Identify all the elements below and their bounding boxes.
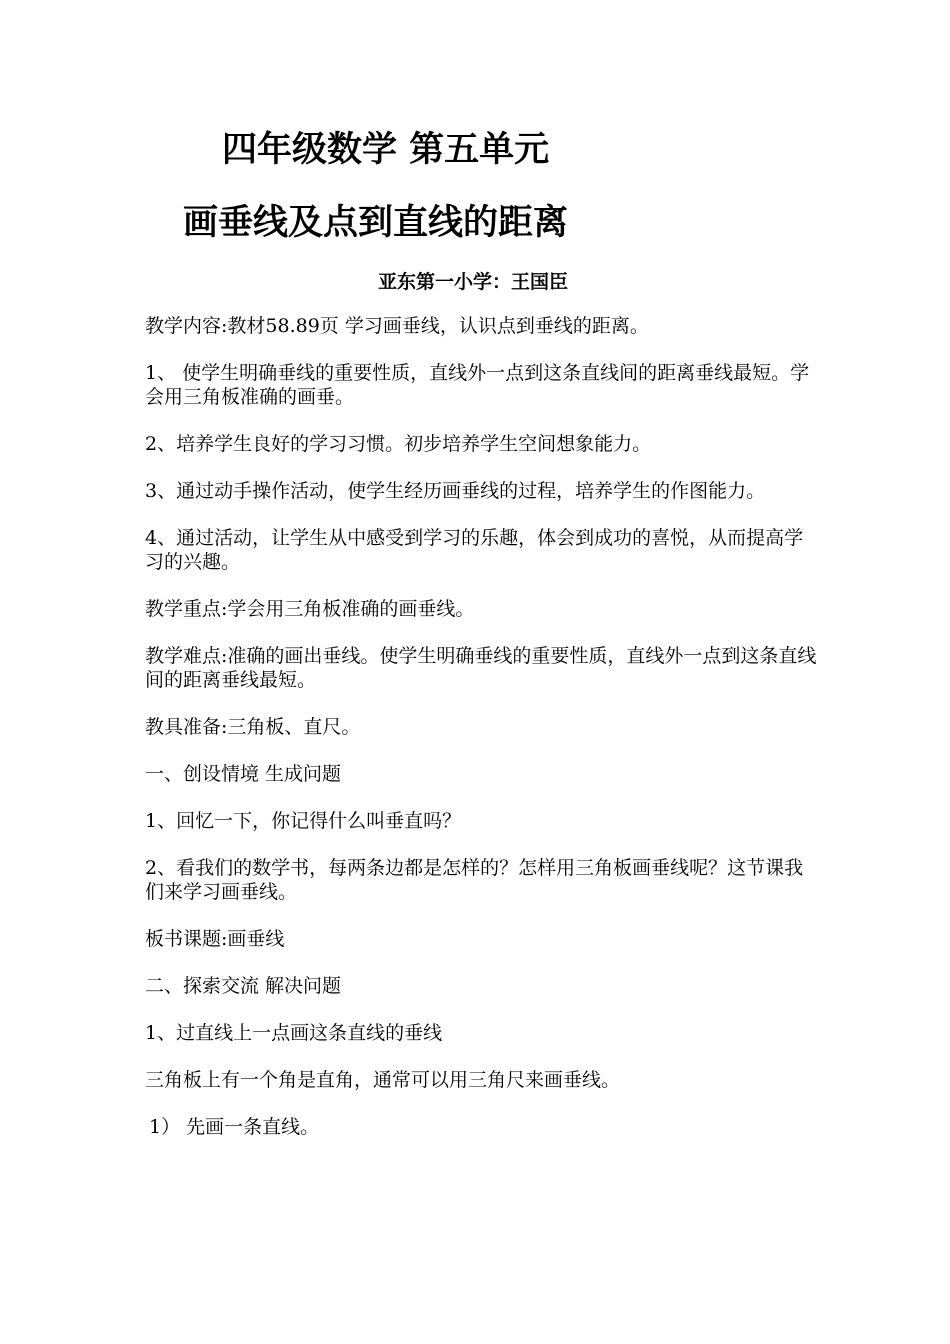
section-1-item-1: 1、回忆一下，你记得什么叫垂直吗？ — [145, 810, 462, 832]
teaching-content-paragraph: 教学内容:教材58.89页 学习画垂线，认识点到垂线的距离。 — [145, 315, 649, 337]
document-title: 四年级数学 第五单元 — [222, 130, 550, 170]
document-body — [145, 314, 817, 1162]
triangle-ruler-paragraph: 三角板上有一个角是直角，通常可以用三角尺来画垂线。 — [145, 1069, 621, 1091]
teaching-tools-paragraph: 教具准备:三角板、直尺。 — [145, 716, 361, 738]
section-2-item-1: 1、过直线上一点画这条直线的垂线 — [145, 1022, 443, 1044]
author-line: 亚东第一小学：王国臣 — [378, 271, 569, 293]
section-1-item-2: 2、看我们的数学书，每两条边都是怎样的？怎样用三角板画垂线呢？这节课我们来学习画垂线。 — [145, 857, 804, 903]
objective-3-paragraph: 3、通过动手操作活动，使学生经历画垂线的过程，培养学生的作图能力。 — [145, 480, 766, 502]
step-1-paragraph: 1） 先画一条直线。 — [149, 1116, 320, 1138]
objective-2-paragraph: 2、培养学生良好的学习习惯。初步培养学生空间想象能力。 — [145, 433, 652, 455]
document-subtitle: 画垂线及点到直线的距离 — [183, 203, 569, 243]
section-1-heading: 一、创设情境 生成问题 — [145, 763, 342, 785]
objective-1-paragraph: 1、 使学生明确垂线的重要性质，直线外一点到这条直线间的距离垂线最短。学会用三角板准确的画垂。 — [145, 362, 810, 408]
board-topic-paragraph: 板书课题:画垂线 — [145, 928, 285, 950]
teaching-focus-paragraph: 教学重点:学会用三角板准确的画垂线。 — [145, 598, 475, 620]
objective-4-paragraph: 4、通过活动，让学生从中感受到学习的乐趣，体会到成功的喜悦，从而提高学习的兴趣。 — [145, 527, 804, 573]
section-2-heading: 二、探索交流 解决问题 — [145, 975, 342, 997]
teaching-difficulty-paragraph: 教学难点:准确的画出垂线。使学生明确垂线的重要性质，直线外一点到这条直线间的距离垂线最短。 — [145, 645, 817, 691]
